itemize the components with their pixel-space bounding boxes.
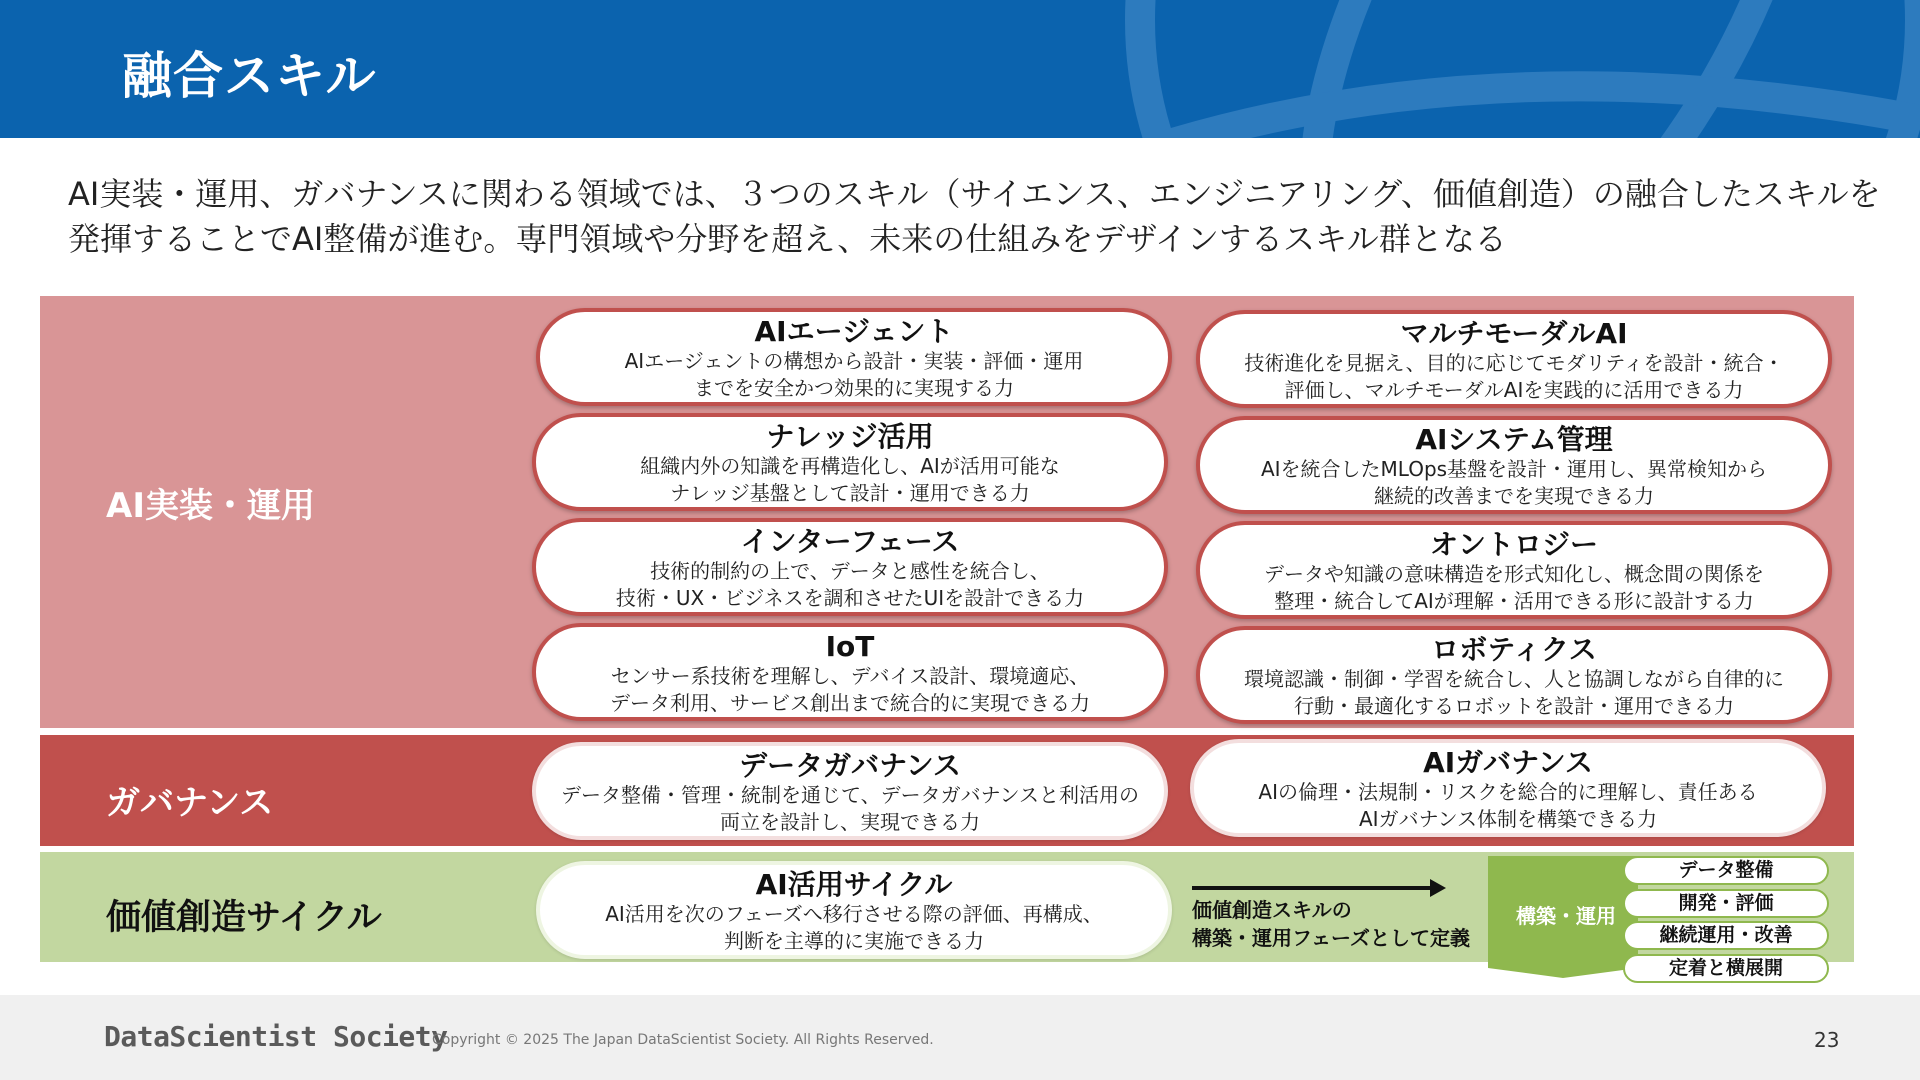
skill-desc: データ利用、サービス創出まで統合的に実現できる力 xyxy=(610,691,1090,715)
skill-card-iot xyxy=(532,623,1168,721)
arrow-head-icon xyxy=(1430,879,1446,897)
page-number: 23 xyxy=(1814,1028,1840,1052)
skill-title: ロボティクス xyxy=(1431,633,1597,666)
intro-line-2: 発揮することでAI整備が進む。専門領域や分野を超え、未来の仕組みをデザインするスキル群となる xyxy=(68,220,1507,258)
skill-title: オントロジー xyxy=(1429,528,1598,561)
skill-desc: AI活用を次のフェーズへ移行させる際の評価、再構成、 xyxy=(605,902,1103,926)
skill-desc: 評価し、マルチモーダルAIを実践的に活用できる力 xyxy=(1284,378,1744,402)
skill-card-interface xyxy=(532,518,1168,616)
skill-title: AIシステム管理 xyxy=(1415,423,1613,456)
skill-desc: 両立を設計し、実現できる力 xyxy=(720,810,980,834)
phase-item-data-prep: データ整備 xyxy=(1623,856,1829,885)
footer-copyright: Copyright © 2025 The Japan DataScientist Society. All Rights Reserved. xyxy=(432,1032,934,1048)
skill-desc: AIの倫理・法規制・リスクを総合的に理解し、責任ある xyxy=(1258,780,1758,804)
skill-desc: 行動・最適化するロボットを設計・運用できる力 xyxy=(1294,694,1734,718)
skill-desc: AIを統合したMLOps基盤を設計・運用し、異常検知から xyxy=(1260,457,1768,481)
arrow-caption-line-2: 構築・運用フェーズとして定義 xyxy=(1192,926,1470,950)
skill-desc: 組織内外の知識を再構造化し、AIが活用可能な xyxy=(640,454,1060,478)
skill-card-data-governance xyxy=(532,742,1168,840)
skill-title: IoT xyxy=(825,630,875,663)
skill-desc: 整理・統合してAIが理解・活用できる形に設計する力 xyxy=(1274,589,1754,613)
skill-desc: AIガバナンス体制を構築できる力 xyxy=(1359,807,1657,831)
skill-title: マルチモーダルAI xyxy=(1400,317,1628,350)
skill-desc: 技術・UX・ビジネスを調和させたUIを設計できる力 xyxy=(615,586,1085,610)
intro-text xyxy=(68,172,1881,262)
skill-card-ai-agent xyxy=(536,308,1172,406)
skill-title: インターフェース xyxy=(740,525,960,558)
skill-desc: 判断を主導的に実施できる力 xyxy=(724,929,984,953)
intro-line-1: AI実装・運用、ガバナンスに関わる領域では、３つのスキル（サイエンス、エンジニアリング、価値創造）の融合したスキルを xyxy=(68,175,1881,213)
skill-desc: データや知識の意味構造を形式知化し、概念間の関係を xyxy=(1264,562,1764,586)
page-title: 融合スキル xyxy=(122,47,377,105)
phase-item-dev-eval: 開発・評価 xyxy=(1623,889,1829,918)
skill-desc: 環境認識・制御・学習を統合し、人と協調しながら自律的に xyxy=(1244,667,1784,691)
arrow-caption-line-1: 価値創造スキルの xyxy=(1192,898,1352,922)
skill-desc: 技術的制約の上で、データと感性を統合し、 xyxy=(650,559,1050,583)
skill-desc: AIエージェントの構想から設計・実装・評価・運用 xyxy=(624,349,1084,373)
skill-desc: 技術進化を見据え、目的に応じてモダリティを設計・統合・ xyxy=(1244,351,1784,375)
skill-desc: センサー系技術を理解し、デバイス設計、環境適応、 xyxy=(610,664,1090,688)
phase-label: 構築・運用 xyxy=(1516,904,1616,928)
skill-card-ai-cycle xyxy=(536,861,1172,959)
footer-logo: DataScientist Society xyxy=(104,1020,448,1053)
skill-card-ai-governance xyxy=(1190,739,1826,837)
skill-title: AIエージェント xyxy=(754,315,954,348)
skill-card-multimodal-ai xyxy=(1196,310,1832,408)
phase-item-rollout: 定着と横展開 xyxy=(1623,954,1829,983)
band-label-value-creation: 価値創造サイクル xyxy=(106,898,382,938)
skill-desc: までを安全かつ効果的に実現する力 xyxy=(694,376,1014,400)
skill-title: ナレッジ活用 xyxy=(766,420,934,453)
skill-desc: ナレッジ基盤として設計・運用できる力 xyxy=(670,481,1030,505)
skill-title: AI活用サイクル xyxy=(755,868,953,901)
skill-card-knowledge xyxy=(532,413,1168,511)
skill-title: データガバナンス xyxy=(739,749,961,782)
phase-item-operation: 継続運用・改善 xyxy=(1623,921,1829,950)
title-bar xyxy=(0,0,1920,138)
arrow-right-icon xyxy=(1192,886,1432,890)
skill-desc: データ整備・管理・統制を通じて、データガバナンスと利活用の xyxy=(561,783,1139,807)
band-label-governance: ガバナンス xyxy=(106,783,274,823)
skill-title: AIガバナンス xyxy=(1423,746,1593,779)
band-label-ai-implementation: AI実装・運用 xyxy=(106,486,315,526)
skill-desc: 継続的改善までを実現できる力 xyxy=(1374,484,1654,508)
skill-card-ai-system xyxy=(1196,416,1832,514)
skill-card-ontology xyxy=(1196,521,1832,619)
arrow-caption xyxy=(1192,896,1470,952)
skill-card-robotics xyxy=(1196,626,1832,724)
